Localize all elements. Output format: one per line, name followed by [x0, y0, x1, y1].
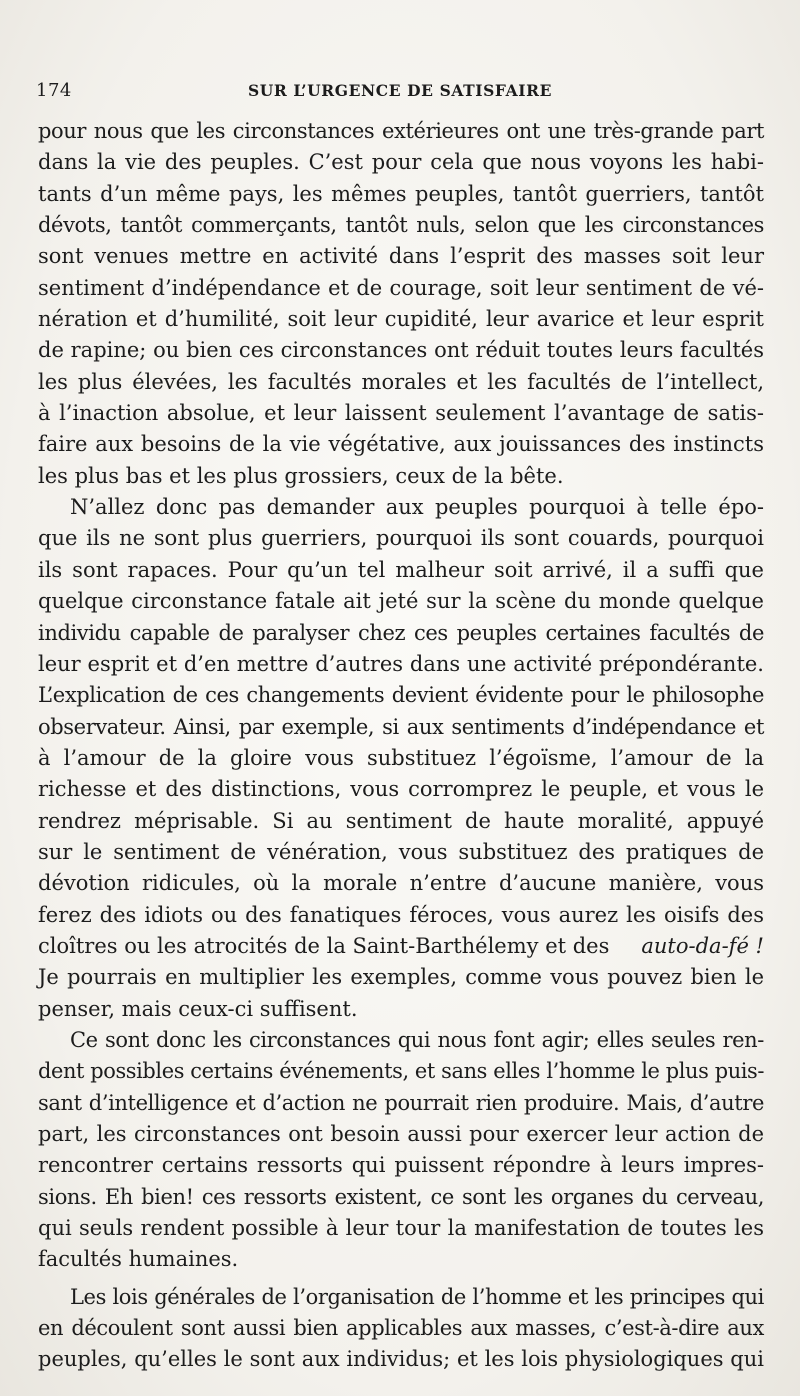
text-line: dans la vie des peuples. C’est pour cela que nous voyons les habi-	[38, 150, 764, 175]
text-line: Ce sont donc les circonstances qui nous font agir; elles seules ren-	[70, 1027, 764, 1052]
text-line: leur esprit et d’en mettre d’autres dans une activité prépondérante.	[38, 651, 764, 676]
text-line: les plus bas et les plus grossiers, ceux de la bête.	[38, 463, 564, 488]
text-line: richesse et des distinctions, vous corromprez le peuple, et vous le	[38, 777, 764, 802]
text-line: qui seuls rendent possible à leur tour la manifestation de toutes les	[38, 1216, 764, 1241]
body-text	[38, 116, 764, 1376]
text-line: pour nous que les circonstances extérieures ont une très-grande part	[38, 119, 764, 143]
text-line: observateur. Ainsi, par exemple, si aux sentiments d’indépendance et	[38, 714, 764, 739]
page-number: 174	[36, 80, 72, 101]
text-line: quelque circonstance fatale ait jeté sur la scène du monde quelque	[38, 589, 764, 614]
text-line: ils sont rapaces. Pour qu’un tel malheur soit arrivé, il a suffi que	[38, 557, 764, 582]
text-line: L’explication de ces changements devient évidente pour le philosophe	[38, 683, 764, 708]
text-line: dent possibles certains événements, et sans elles l’homme le plus puis-	[38, 1059, 765, 1084]
text-line: penser, mais ceux-ci suffisent.	[38, 996, 358, 1021]
text-line: rendrez méprisable. Si au sentiment de haute moralité, appuyé	[38, 808, 764, 833]
page-header	[36, 80, 764, 110]
text-line: individu capable de paralyser chez ces peuples certaines facultés de	[38, 620, 764, 645]
text-line: dévotion ridicules, où la morale n’entre d’aucune manière, vous	[38, 871, 764, 896]
text-line: à l’amour de la gloire vous substituez l’égoïsme, l’amour de la	[38, 745, 764, 770]
text-line	[38, 931, 764, 962]
italic-term: auto-da-fé !	[641, 933, 764, 958]
text-line: à l’inaction absolue, et leur laissent seulement l’avantage de satis-	[38, 401, 764, 426]
text-line: ferez des idiots ou des fanatiques féroces, vous aurez les oisifs des	[38, 902, 764, 927]
text-line: N’allez donc pas demander aux peuples pourquoi à telle épo-	[70, 495, 764, 520]
text-line: part, les circonstances ont besoin aussi pour exercer leur action de	[38, 1122, 764, 1146]
text-line: peuples, qu’elles le sont aux individus; et les lois physiologiques qui	[38, 1347, 764, 1372]
text-line: sions. Eh bien! ces ressorts existent, ce sont les organes du cerveau,	[38, 1184, 764, 1209]
text-line: nération et d’humilité, soit leur cupidité, leur avarice et leur esprit	[38, 307, 764, 332]
text-line: tants d’un même pays, les mêmes peuples, tantôt guerriers, tantôt	[38, 181, 764, 206]
text-line: Les lois générales de l’organisation de l’homme et les principes qui	[70, 1284, 764, 1309]
text-line: Je pourrais en multiplier les exemples, comme vous pouvez bien le	[38, 965, 764, 990]
text-line: les plus élevées, les facultés morales et les facultés de l’intellect,	[38, 369, 764, 394]
text-line: sont venues mettre en activité dans l’esprit des masses soit leur	[38, 244, 764, 269]
text-line: rencontrer certains ressorts qui puissent répondre à leurs impres-	[38, 1153, 764, 1178]
running-head: SUR L’URGENCE DE SATISFAIRE	[247, 81, 552, 100]
text-line: sentiment d’indépendance et de courage, soit leur sentiment de vé-	[38, 275, 764, 300]
text-line-segment: cloîtres ou les atrocités de la Saint-Barthélemy et des	[38, 933, 610, 958]
text-line: en découlent sont aussi bien applicables aux masses, c’est-à-dire aux	[38, 1316, 764, 1341]
text-line: de rapine; ou bien ces circonstances ont réduit toutes leurs facultés	[38, 338, 764, 363]
text-line: que ils ne sont plus guerriers, pourquoi ils sont couards, pourquoi	[38, 526, 764, 551]
text-line: dévots, tantôt commerçants, tantôt nuls, selon que les circonstances	[38, 213, 764, 238]
text-line: sant d’intelligence et d’action ne pourrait rien produire. Mais, d’autre	[38, 1090, 764, 1115]
text-line: sur le sentiment de vénération, vous substituez des pratiques de	[38, 839, 764, 864]
text-line: faire aux besoins de la vie végétative, aux jouissances des instincts	[38, 432, 764, 457]
text-line: facultés humaines.	[38, 1247, 239, 1272]
